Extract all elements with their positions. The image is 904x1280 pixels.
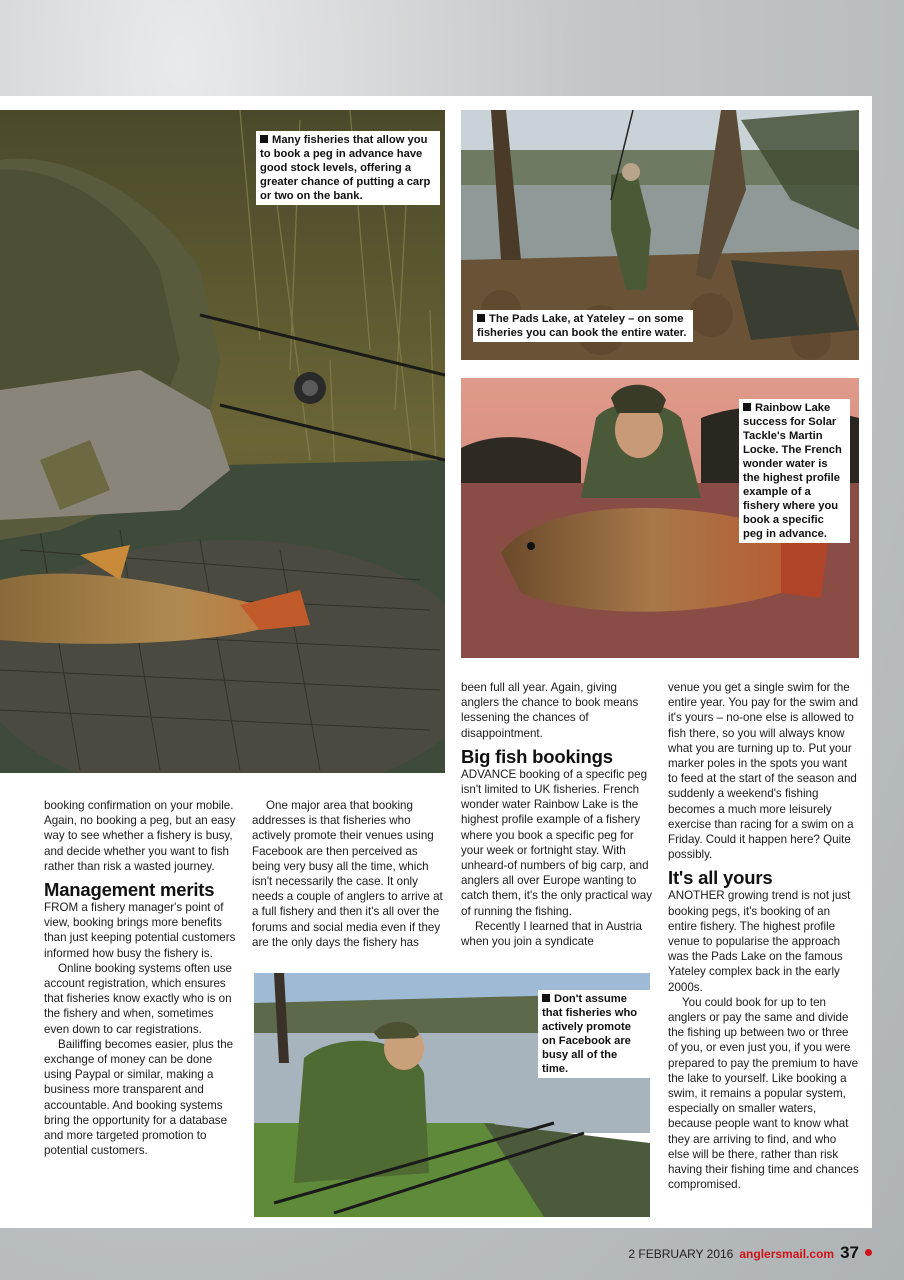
- article-column-3: [461, 680, 654, 949]
- page-footer: [628, 1243, 872, 1263]
- caption-photo4: Don't assume that fisheries who actively promote on Facebook are busy all of the time.: [538, 990, 650, 1078]
- article-column-4: [668, 680, 860, 1193]
- body-paragraph: venue you get a single swim for the entire year. You pay for the swim and it's yours – no-one else is allowed to fish there, so you will always know what you are turning up to. Put your marker poles in the spots you want to feed at the start of the season and suddenly a weekend's fishing becomes a much more leisurely exercise than racing for a swim on a Friday. Could it happen here? Quite possibly.: [668, 681, 859, 862]
- caption-photo3: Rainbow Lake success for Solar Tackle's Martin Locke. The French wonder water is the highest profile example of a fishery where you book a specific peg in advance.: [739, 399, 850, 543]
- footer-website-link[interactable]: anglersmail.com: [739, 1247, 835, 1261]
- body-paragraph: ADVANCE booking of a specific peg isn't limited to UK fisheries. French wonder water Rainbow Lake is the highest profile example of a fishery where you book a specific peg for your week or fortnight stay. With unheard-of numbers of big carp, and anglers all over Europe wanting to catch them, it's the only practical way of running the fishing.: [461, 767, 653, 918]
- caption-bullet-icon: [743, 403, 751, 411]
- caption-photo1: Many fisheries that allow you to book a peg in advance have good stock levels, offering a greater chance of putting a carp or two on the bank.: [256, 131, 440, 205]
- body-paragraph: booking confirmation on your mobile. Again, no booking a peg, but an easy way to see whether a fishery is busy, and decide whether you want to fish rather than risk a wasted journey.: [44, 799, 236, 873]
- section-heading-its-all-yours: It's all yours: [668, 867, 773, 889]
- body-paragraph: been full all year. Again, giving anglers the chance to book means lessening the chances of disappointment.: [461, 681, 639, 740]
- body-paragraph: Online booking systems often use account registration, which ensures that fisheries know exactly who is on the fishery and when, sometimes even down to car registrations.: [44, 961, 233, 1036]
- photo-angler-with-carp: [0, 110, 445, 773]
- section-heading-management-merits: Management merits: [44, 879, 215, 901]
- caption-bullet-icon: [260, 135, 268, 143]
- article-column-2: [252, 798, 446, 950]
- caption-photo2: The Pads Lake, at Yateley – on some fisheries you can book the entire water.: [473, 310, 693, 342]
- body-paragraph: You could book for up to ten anglers or pay the same and divide the fishing up between two or three of you, or even just you, if you were prepared to pay the premium to have the lake to yourself. Like booking a swim, it remains a popular system, especially on smaller waters, because people want to know what they are arriving to find, and who else will be there, rather than risk having their fishing time and chances compromised.: [668, 995, 859, 1192]
- body-paragraph: One major area that booking addresses is that fisheries who actively promote their venues using Facebook are then perceived as being very busy all the time, which isn't necessarily the case. It only needs a couple of anglers to arrive at a full fishery and then it's all over the forums and social media even if they are the only days the fishery has: [252, 799, 443, 949]
- body-paragraph: Bailiffing becomes easier, plus the exchange of money can be done using Paypal or similar, making a business more transparent and accountable. And booking systems bring the opportunity for a database and more targeted promotion to potential customers.: [44, 1037, 234, 1158]
- caption-bullet-icon: [542, 994, 550, 1002]
- caption-bullet-icon: [477, 314, 485, 322]
- red-dot-icon: [865, 1249, 872, 1256]
- body-paragraph: Recently I learned that in Austria when you join a syndicate: [461, 919, 642, 949]
- footer-date: 2 FEBRUARY 2016: [628, 1247, 734, 1261]
- body-paragraph: FROM a fishery manager's point of view, booking brings more benefits than just keeping potential customers informed how busy the fishery is.: [44, 901, 236, 960]
- page-number: 37: [840, 1243, 859, 1262]
- article-column-1: [44, 798, 240, 1158]
- section-heading-big-fish-bookings: Big fish bookings: [461, 745, 613, 767]
- body-paragraph: ANOTHER growing trend is not just booking pegs, it's booking of an entire fishery. The highest profile venue to popularise the approach was the Pads Lake on the famous Yateley complex back in the early 2000s.: [668, 889, 851, 994]
